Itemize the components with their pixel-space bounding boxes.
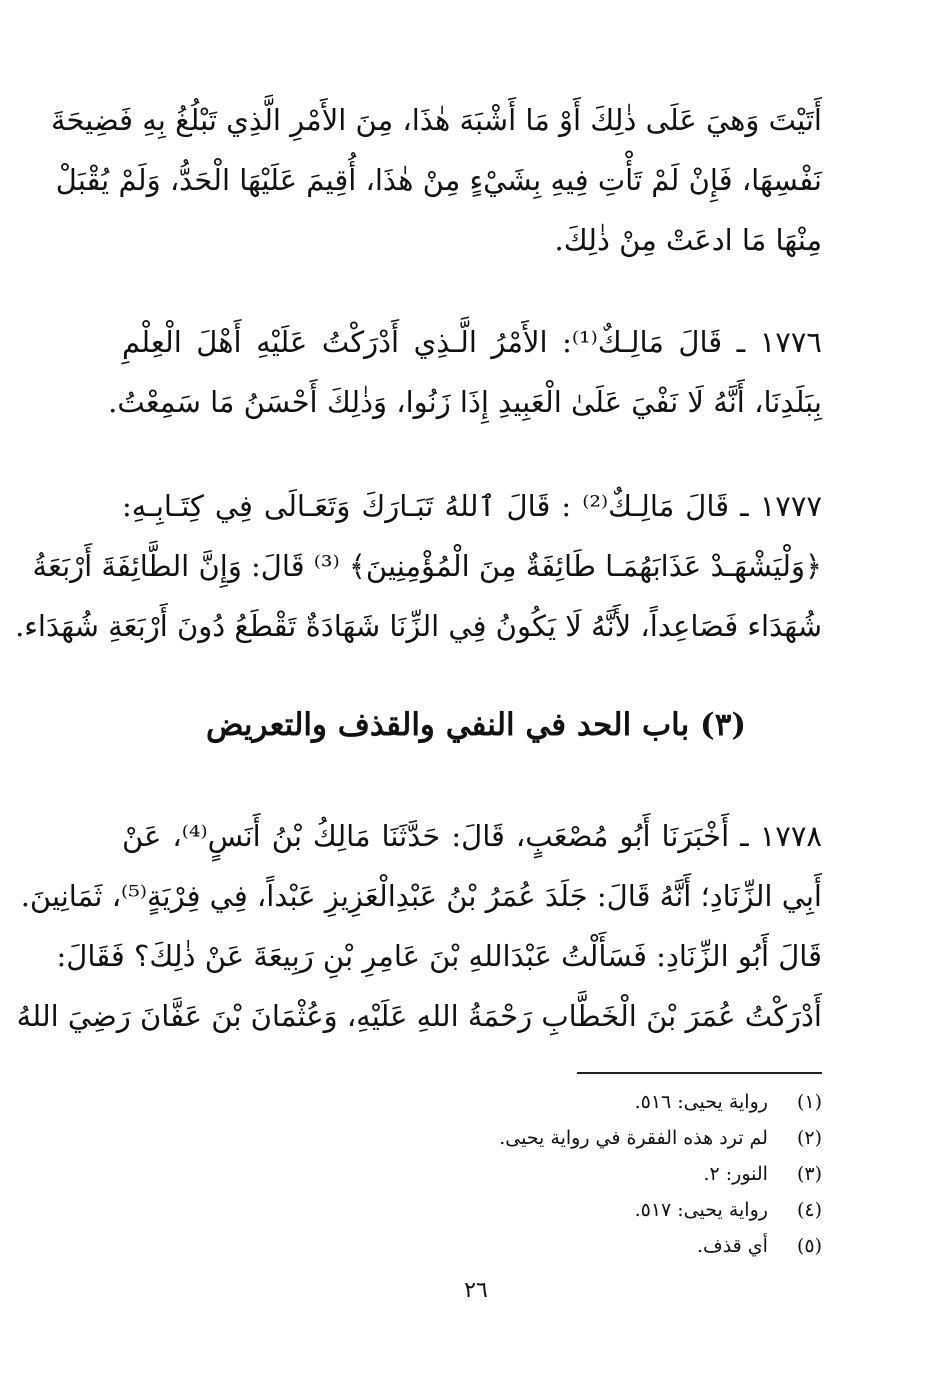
footnote-number: (١)	[796, 1091, 822, 1113]
text-line: شُهَدَاء فَصَاعِداً، لأَنَّهُ لَا يَكُونُ فِي الزِّنَا شَهَادَةٌ تَقْطَعُ دُونَ أَرْبَعَةِ شُهَدَاء.	[15, 609, 822, 643]
footnote-text: النور: ٢.	[703, 1163, 768, 1185]
text-line: مِنْهَا مَا ادعَتْ مِنْ ذٰلِكَ.	[554, 223, 822, 257]
footnote-number: (٤)	[796, 1199, 822, 1221]
paragraph-1778	[16, 806, 822, 1046]
paragraph-continuation	[50, 90, 822, 270]
footnote-number: (٥)	[796, 1235, 822, 1257]
text-line: ١٧٧٨ ـ أَخْبَرَنَا أَبُو مُصْعَبٍ، قَالَ: حَدَّثَنَا مَالِكُ بْنُ أَنَسٍ⁽⁴⁾، عَنْ	[122, 819, 822, 853]
footnote-text: أي قذف.	[696, 1235, 768, 1257]
footnote-number: (٣)	[796, 1163, 822, 1185]
text-line: ﴿وَلْيَشْهَـدْ عَذَابَهُمَـا طَائِفَةٌ مِنَ الْمُؤْمِنِينَ﴾ ⁽³⁾ قَالَ: وَإِنَّ الطَّائِفَةَ أَرْبَعَةُ	[32, 549, 822, 583]
footnote-divider	[577, 1072, 822, 1074]
text-line: أَبِي الزِّنَادِ؛ أَنَّهُ قَالَ: جَلَدَ عُمَرُ بْنُ عَبْدِالْعَزِيزِ عَبْداً، فِي فِرْيَةٍ⁽⁵⁾، ثَمَانِينَ.	[20, 879, 822, 913]
text-line: أَدْرَكْتُ عُمَرَ بْنَ الْخَطَّابِ رَحْمَةُ اللهِ عَلَيْهِ، وَعُثْمَانَ بْنَ عَفَّانَ رَضِيَ اللهُ	[16, 999, 822, 1033]
footnote-text: رواية يحيى: ٥١٧.	[634, 1199, 768, 1221]
text-line: قَالَ أَبُو الزِّنَادِ: فَسَأَلْتُ عَبْدَاللهِ بْنَ عَامِرِ بْنِ رَبِيعَةَ عَنْ ذٰلِكَ؟ فَقَالَ:	[56, 939, 822, 973]
footnotes	[222, 1084, 822, 1264]
chapter-heading: (٣) باب الحد في النفي والقذف والتعريض	[205, 707, 747, 743]
text-line: أَتَيْتَ وَهيَ عَلَى ذٰلِكَ أَوْ مَا أَشْبَهَ هٰذَا، مِنَ الأَمْرِ الَّذِي تَبْلُغُ بِهِ فَضِيحَةَ	[50, 103, 822, 137]
text-line: ١٧٧٧ ـ قَالَ مَالِـكٌ⁽²⁾ : قَالَ ٱللهُ تَبَـارَكَ وَتَعَـالَى فِي كِتَـابِـهِ:	[122, 489, 822, 523]
paragraph-1777	[15, 476, 822, 656]
footnote-item	[222, 1156, 822, 1192]
footnote-text: لم ترد هذه الفقرة في رواية يحيى.	[499, 1127, 768, 1149]
page-number: ٢٦	[464, 1278, 488, 1303]
footnote-item	[222, 1084, 822, 1120]
footnote-item	[222, 1192, 822, 1228]
text-line: نَفْسِهَا، فَإِنْ لَمْ تَأْتِ فِيهِ بِشَيْءٍ مِنْ هٰذَا، أُقِيمَ عَلَيْهَا الْحَدُّ، وَلَمْ يُقْبَلْ	[55, 163, 822, 197]
footnote-number: (٢)	[796, 1127, 822, 1149]
footnote-text: رواية يحيى: ٥١٦.	[634, 1091, 768, 1113]
text-line: ١٧٧٦ ـ قَالَ مَالِـكٌ⁽¹⁾: الأَمْرُ الَّـذِي أَدْرَكْتُ عَلَيْهِ أَهْلَ الْعِلْمِ	[122, 325, 823, 359]
footnote-item	[222, 1228, 822, 1264]
paragraph-1776	[108, 312, 823, 432]
text-line: بِبَلَدِنَا، أَنَّهُ لَا نَفْيَ عَلَىٰ الْعَبِيدِ إِذَا زَنُوا، وَذٰلِكَ أَحْسَنُ مَا سَمِعْتُ.	[108, 385, 822, 419]
footnote-item	[222, 1120, 822, 1156]
